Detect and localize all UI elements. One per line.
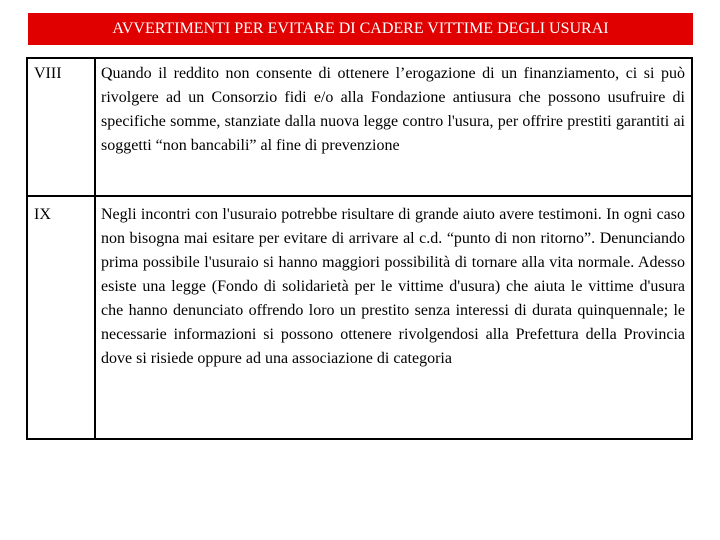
row-number-ix: IX	[34, 206, 51, 223]
title-banner: AVVERTIMENTI PER EVITARE DI CADERE VITTIME DEGLI USURAI	[28, 13, 693, 45]
row-divider	[28, 195, 691, 197]
row-number-viii: VIII	[34, 65, 62, 82]
warning-text-viii: Quando il reddito non consente di ottenere l’erogazione di un finanziamento, ci si può rivolgere ad un Consorzio fidi e/o alla Fondazione antiusura che possono usufruire di specifiche somme, stanziate dalla nuova legge contro l'usura, per offrire prestiti garantiti ai soggetti “non bancabili” al fine di prevenzione	[101, 65, 685, 154]
column-divider	[94, 59, 96, 438]
warning-text-ix: Negli incontri con l'usuraio potrebbe risultare di grande aiuto avere testimoni. In ogni caso non bisogna mai esitare per evitare di arrivare al c.d. “punto di non ritorno”. Denunciando prima possibile l'usuraio si hanno maggiori possibilità di tornare alla vita normale. Adesso esiste una legge (Fondo di solidarietà per le vittime d'usura) che aiuta le vittime d'usura che hanno denunciato offrendo loro un prestito senza interessi di durata quinquennale; le necessarie informazioni si possono ottenere rivolgendosi alla Prefettura della Provincia dove si risiede oppure ad una associazione di categoria	[101, 206, 685, 367]
warnings-table	[26, 57, 693, 440]
